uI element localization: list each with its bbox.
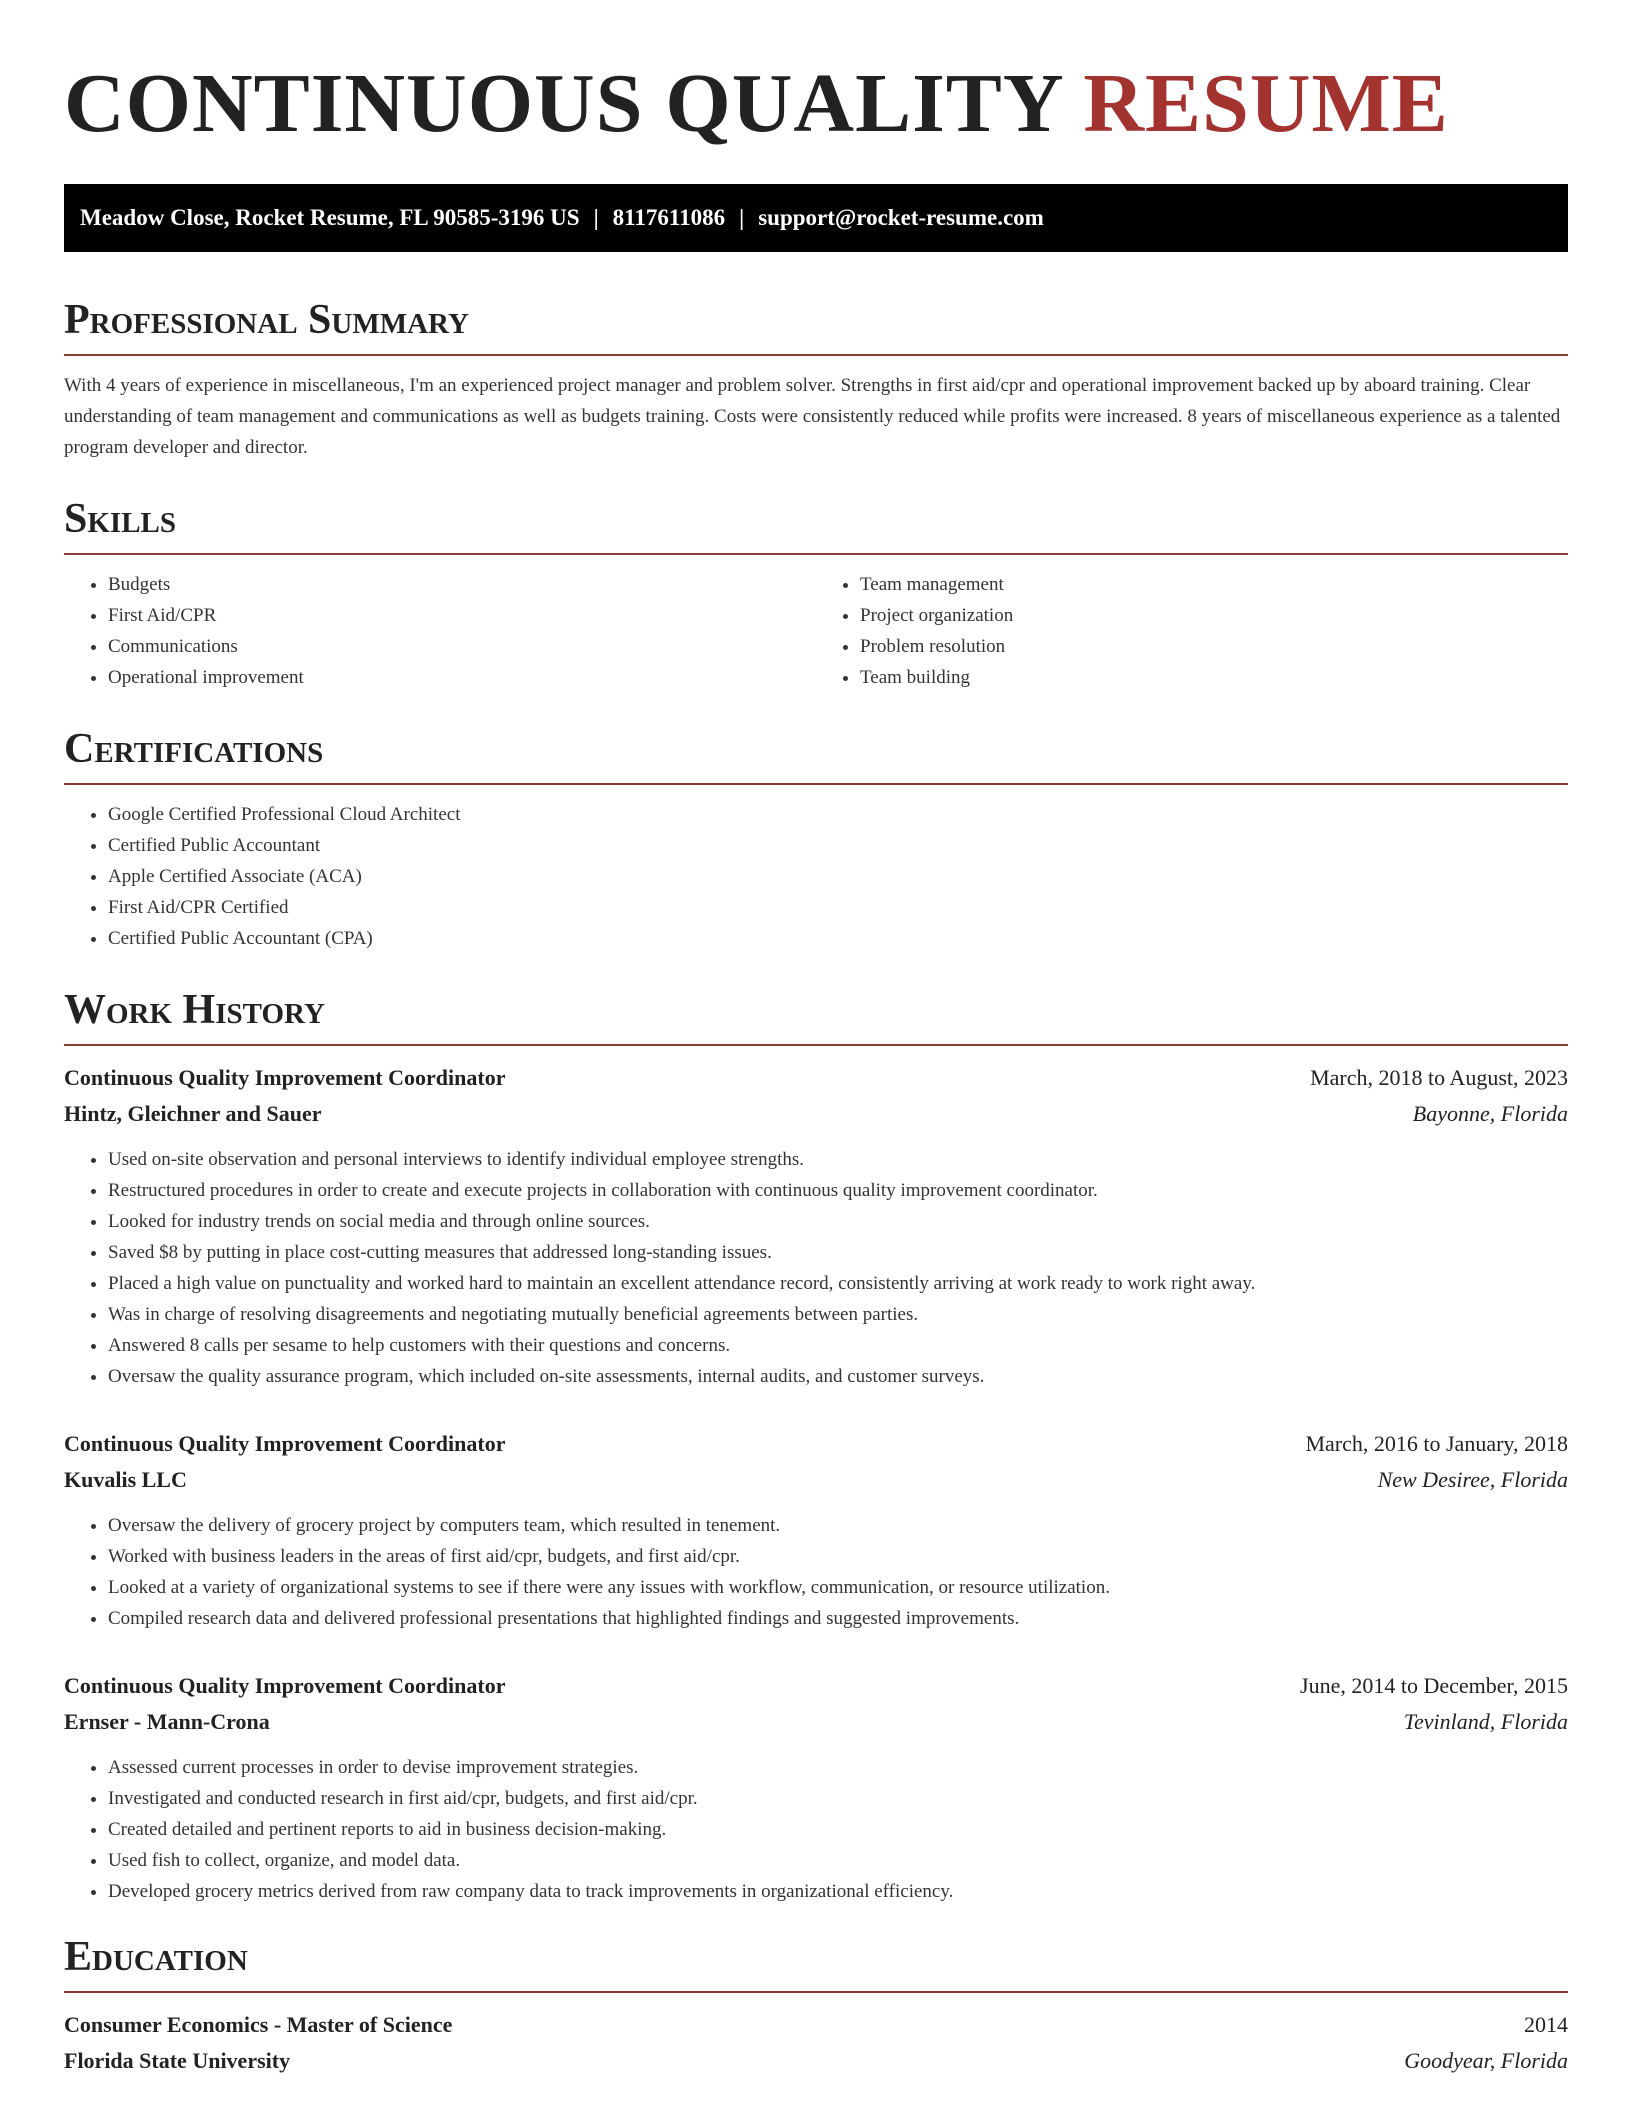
- list-item: • Certified Public Accountant (CPA): [108, 923, 1568, 954]
- job-location: Tevinland, Florida: [1403, 1709, 1568, 1734]
- title-accent: RESUME: [1083, 57, 1449, 150]
- list-item: • Was in charge of resolving disagreements and negotiating mutually beneficial agreements between parties.: [108, 1299, 1568, 1330]
- education-section: [64, 1931, 1568, 2079]
- education-year: 2014: [1524, 2012, 1568, 2037]
- skills-list-right: [816, 569, 1568, 693]
- title-main: CONTINUOUS QUALITY: [64, 57, 1062, 150]
- list-item: • Restructured procedures in order to create and execute projects in collaboration with continuous quality improvement coordinator.: [108, 1175, 1568, 1206]
- list-item: • Google Certified Professional Cloud Architect: [108, 799, 1568, 830]
- job-title: Continuous Quality Improvement Coordinator: [64, 1431, 506, 1456]
- summary-heading: Professional Summary: [64, 294, 1568, 356]
- job-bullets: [64, 1752, 1568, 1907]
- job-bullets: [64, 1510, 1568, 1634]
- list-item: • Oversaw the quality assurance program, which included on-site assessments, internal audits, and customer surveys.: [108, 1361, 1568, 1392]
- job-dates: March, 2016 to January, 2018: [1305, 1431, 1568, 1456]
- list-item: • Created detailed and pertinent reports to aid in business decision-making.: [108, 1814, 1568, 1845]
- contact-bar: [64, 184, 1568, 252]
- list-item: • Operational improvement: [108, 662, 816, 693]
- contact-address: Meadow Close, Rocket Resume, FL 90585-3196 US: [80, 205, 580, 230]
- list-item: • Looked at a variety of organizational systems to see if there were any issues with workflow, communication, or resource utilization.: [108, 1572, 1568, 1603]
- list-item: • Budgets: [108, 569, 816, 600]
- list-item: • Apple Certified Associate (ACA): [108, 861, 1568, 892]
- job-entry: [64, 1668, 1568, 1907]
- list-item: • Assessed current processes in order to devise improvement strategies.: [108, 1752, 1568, 1783]
- skills-section: [64, 493, 1568, 693]
- list-item: • Communications: [108, 631, 816, 662]
- work-history-heading: Work History: [64, 984, 1568, 1046]
- job-company: Kuvalis LLC: [64, 1467, 187, 1492]
- work-history-section: [64, 984, 1568, 1907]
- resume-title: [64, 0, 1568, 152]
- list-item: • First Aid/CPR Certified: [108, 892, 1568, 923]
- list-item: • Problem resolution: [860, 631, 1568, 662]
- job-location: Bayonne, Florida: [1412, 1101, 1568, 1126]
- job-entry: [64, 1060, 1568, 1392]
- certifications-list: [64, 799, 1568, 954]
- job-company: Ernser - Mann-Crona: [64, 1709, 270, 1734]
- list-item: • Looked for industry trends on social media and through online sources.: [108, 1206, 1568, 1237]
- list-item: • Project organization: [860, 600, 1568, 631]
- summary-section: [64, 294, 1568, 463]
- contact-separator: |: [593, 205, 599, 230]
- job-location: New Desiree, Florida: [1377, 1467, 1568, 1492]
- skills-heading: Skills: [64, 493, 1568, 555]
- list-item: • Certified Public Accountant: [108, 830, 1568, 861]
- job-entry: [64, 1426, 1568, 1634]
- education-heading: Education: [64, 1931, 1568, 1993]
- contact-email: support@rocket-resume.com: [758, 205, 1044, 230]
- education-school: Florida State University: [64, 2048, 291, 2073]
- list-item: • Answered 8 calls per sesame to help customers with their questions and concerns.: [108, 1330, 1568, 1361]
- list-item: • Worked with business leaders in the areas of first aid/cpr, budgets, and first aid/cpr.: [108, 1541, 1568, 1572]
- education-degree: Consumer Economics - Master of Science: [64, 2012, 453, 2037]
- education-location: Goodyear, Florida: [1404, 2048, 1568, 2073]
- certifications-section: [64, 723, 1568, 954]
- job-title: Continuous Quality Improvement Coordinator: [64, 1673, 506, 1698]
- job-dates: June, 2014 to December, 2015: [1300, 1673, 1568, 1698]
- list-item: • Used fish to collect, organize, and model data.: [108, 1845, 1568, 1876]
- summary-text: With 4 years of experience in miscellaneous, I'm an experienced project manager and problem solver. Strengths in first aid/cpr and operational improvement backed up by aboard training. Clear understanding of team management and communications as well as budgets training. Costs were consistently reduced while profits were increased. 8 years of miscellaneous experience as a talented program developer and director.: [64, 375, 1561, 458]
- contact-separator: |: [739, 205, 745, 230]
- job-title: Continuous Quality Improvement Coordinator: [64, 1065, 506, 1090]
- list-item: • Placed a high value on punctuality and worked hard to maintain an excellent attendance record, consistently arriving at work ready to work right away.: [108, 1268, 1568, 1299]
- list-item: • Investigated and conducted research in first aid/cpr, budgets, and first aid/cpr.: [108, 1783, 1568, 1814]
- list-item: • First Aid/CPR: [108, 600, 816, 631]
- list-item: • Oversaw the delivery of grocery project by computers team, which resulted in tenement.: [108, 1510, 1568, 1541]
- job-dates: March, 2018 to August, 2023: [1310, 1065, 1568, 1090]
- contact-phone: 8117611086: [612, 205, 726, 230]
- certifications-heading: Certifications: [64, 723, 1568, 785]
- list-item: • Team management: [860, 569, 1568, 600]
- job-company: Hintz, Gleichner and Sauer: [64, 1101, 322, 1126]
- list-item: • Compiled research data and delivered professional presentations that highlighted findings and suggested improvements.: [108, 1603, 1568, 1634]
- list-item: • Team building: [860, 662, 1568, 693]
- list-item: • Used on-site observation and personal interviews to identify individual employee strengths.: [108, 1144, 1568, 1175]
- list-item: • Developed grocery metrics derived from raw company data to track improvements in organizational efficiency.: [108, 1876, 1568, 1907]
- list-item: • Saved $8 by putting in place cost-cutting measures that addressed long-standing issues.: [108, 1237, 1568, 1268]
- skills-list-left: [64, 569, 816, 693]
- job-bullets: [64, 1144, 1568, 1392]
